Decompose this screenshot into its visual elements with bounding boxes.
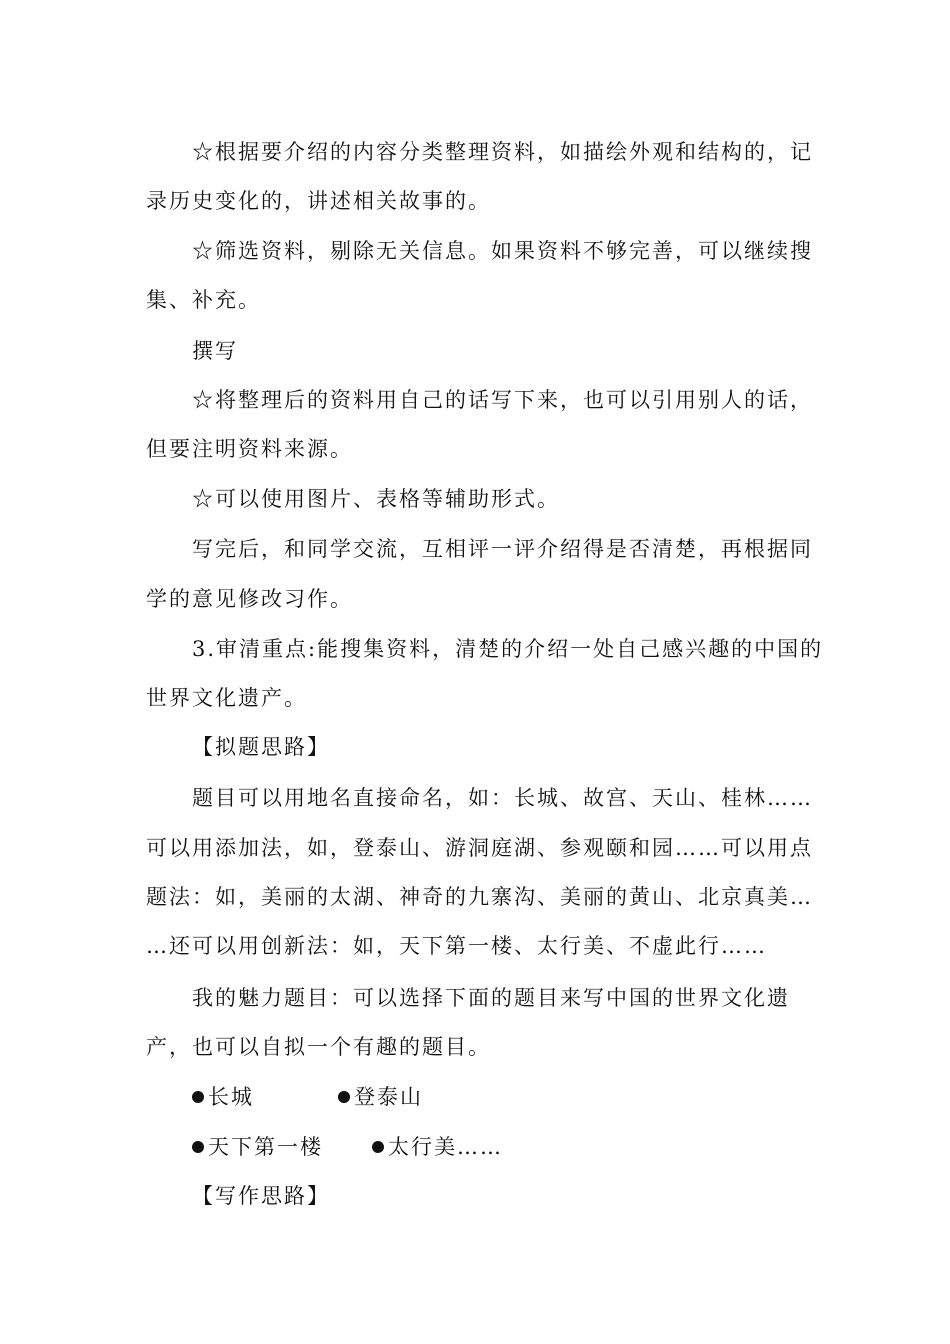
paragraph-line: 录历史变化的，讲述相关故事的。 xyxy=(146,189,491,213)
bullet-item: 登泰山 xyxy=(338,1085,423,1109)
paragraph-line: ☆可以使用图片、表格等辅助形式。 xyxy=(192,487,560,511)
paragraph-line: 世界文化遗产。 xyxy=(146,686,307,710)
bullet-item: 太行美…… xyxy=(372,1135,503,1159)
paragraph-line: 题目可以用地名直接命名，如：长城、故宫、天山、桂林…… xyxy=(192,786,813,810)
paragraph-line: …还可以用创新法：如，天下第一楼、太行美、不虚此行…… xyxy=(146,934,767,958)
paragraph-line: 可以用添加法，如，登泰山、游洞庭湖、参观颐和园……可以用点 xyxy=(146,836,813,860)
paragraph-line: ☆将整理后的资料用自己的话写下来，也可以引用别人的话， xyxy=(192,388,813,412)
bullet-row xyxy=(192,1082,423,1112)
bullet-dot-icon xyxy=(338,1091,350,1103)
bullet-dot-icon xyxy=(192,1141,204,1153)
section-heading: 撰写 xyxy=(192,339,238,363)
bullet-dot-icon xyxy=(372,1141,384,1153)
bullet-item: 长城 xyxy=(192,1082,338,1112)
paragraph-line: 写完后，和同学交流，互相评一评介绍得是否清楚，再根据同 xyxy=(192,537,813,561)
paragraph-line: 题法：如，美丽的太湖、神奇的九寨沟、美丽的黄山、北京真美… xyxy=(146,885,813,909)
section-heading: 【写作思路】 xyxy=(192,1184,330,1208)
paragraph-line: 产，也可以自拟一个有趣的题目。 xyxy=(146,1035,491,1059)
paragraph-line: ☆筛选资料，剔除无关信息。如果资料不够完善，可以继续搜 xyxy=(192,239,813,263)
paragraph-line: 但要注明资料来源。 xyxy=(146,437,353,461)
section-heading: 【拟题思路】 xyxy=(192,735,330,759)
paragraph-line: 3.审清重点:能搜集资料，清楚的介绍一处自己感兴趣的中国的 xyxy=(192,637,824,661)
paragraph-line: 我的魅力题目：可以选择下面的题目来写中国的世界文化遗 xyxy=(192,986,790,1010)
bullet-dot-icon xyxy=(192,1091,204,1103)
paragraph-line: ☆根据要介绍的内容分类整理资料，如描绘外观和结构的，记 xyxy=(192,140,813,164)
bullet-item: 天下第一楼 xyxy=(192,1132,372,1162)
paragraph-line: 学的意见修改习作。 xyxy=(146,587,353,611)
paragraph-line: 集、补充。 xyxy=(146,288,261,312)
bullet-row xyxy=(192,1132,503,1162)
